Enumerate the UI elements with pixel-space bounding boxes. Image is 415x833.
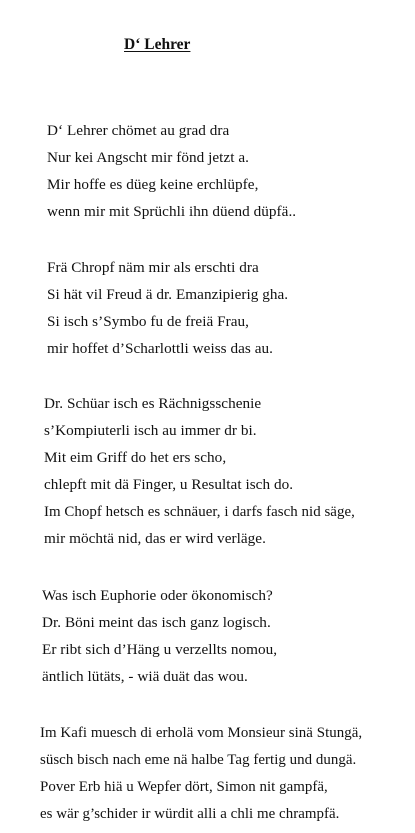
poem-line: Er ribt sich d’Häng u verzellts nomou,: [42, 641, 278, 658]
poem-line: Mit eim Griff do het ers scho,: [44, 449, 227, 466]
poem-line: Frä Chropf näm mir als erschti dra: [47, 259, 259, 276]
poem-line: äntlich lütäts, - wiä duät das wou.: [42, 668, 248, 685]
poem-line: chlepft mit dä Finger, u Resultat isch do.: [44, 476, 294, 493]
poem-line: mir möchtä nid, das er wird verläge.: [44, 530, 266, 547]
poem-line: Mir hoffe es düeg keine erchlüpfe,: [47, 176, 259, 193]
poem-line: wenn mir mit Sprüchli ihn düend düpfä..: [47, 203, 297, 220]
poem-line: D‘ Lehrer chömet au grad dra: [47, 122, 230, 139]
poem-line: süsch bisch nach eme nä halbe Tag fertig und dungä.: [40, 752, 357, 768]
poem-line: Im Chopf hetsch es schnäuer, i darfs fasch nid säge,: [44, 504, 355, 520]
poem-line: Im Kafi muesch di erholä vom Monsieur sinä Stungä,: [40, 725, 363, 741]
poem-line: es wär g’schider ir würdit alli a chli me chrampfä.: [40, 806, 340, 822]
poem-line: mir hoffet d’Scharlottli weiss das au.: [47, 340, 274, 357]
poem-line: Nur kei Angscht mir fönd jetzt a.: [47, 149, 249, 166]
poem-line: Pover Erb hiä u Wepfer dört, Simon nit gampfä,: [40, 779, 328, 795]
poem-line: Dr. Böni meint das isch ganz logisch.: [42, 614, 271, 631]
poem-line: Si isch s’Symbo fu de freiä Frau,: [47, 313, 250, 330]
poem-line: Was isch Euphorie oder ökonomisch?: [42, 587, 273, 604]
poem-title: D‘ Lehrer: [124, 36, 191, 53]
poem-line: Si hät vil Freud ä dr. Emanzipierig gha.: [47, 286, 289, 303]
poem-line: s’Kompiuterli isch au immer dr bi.: [44, 422, 257, 439]
poem-line: Dr. Schüar isch es Rächnigsschenie: [44, 395, 262, 412]
